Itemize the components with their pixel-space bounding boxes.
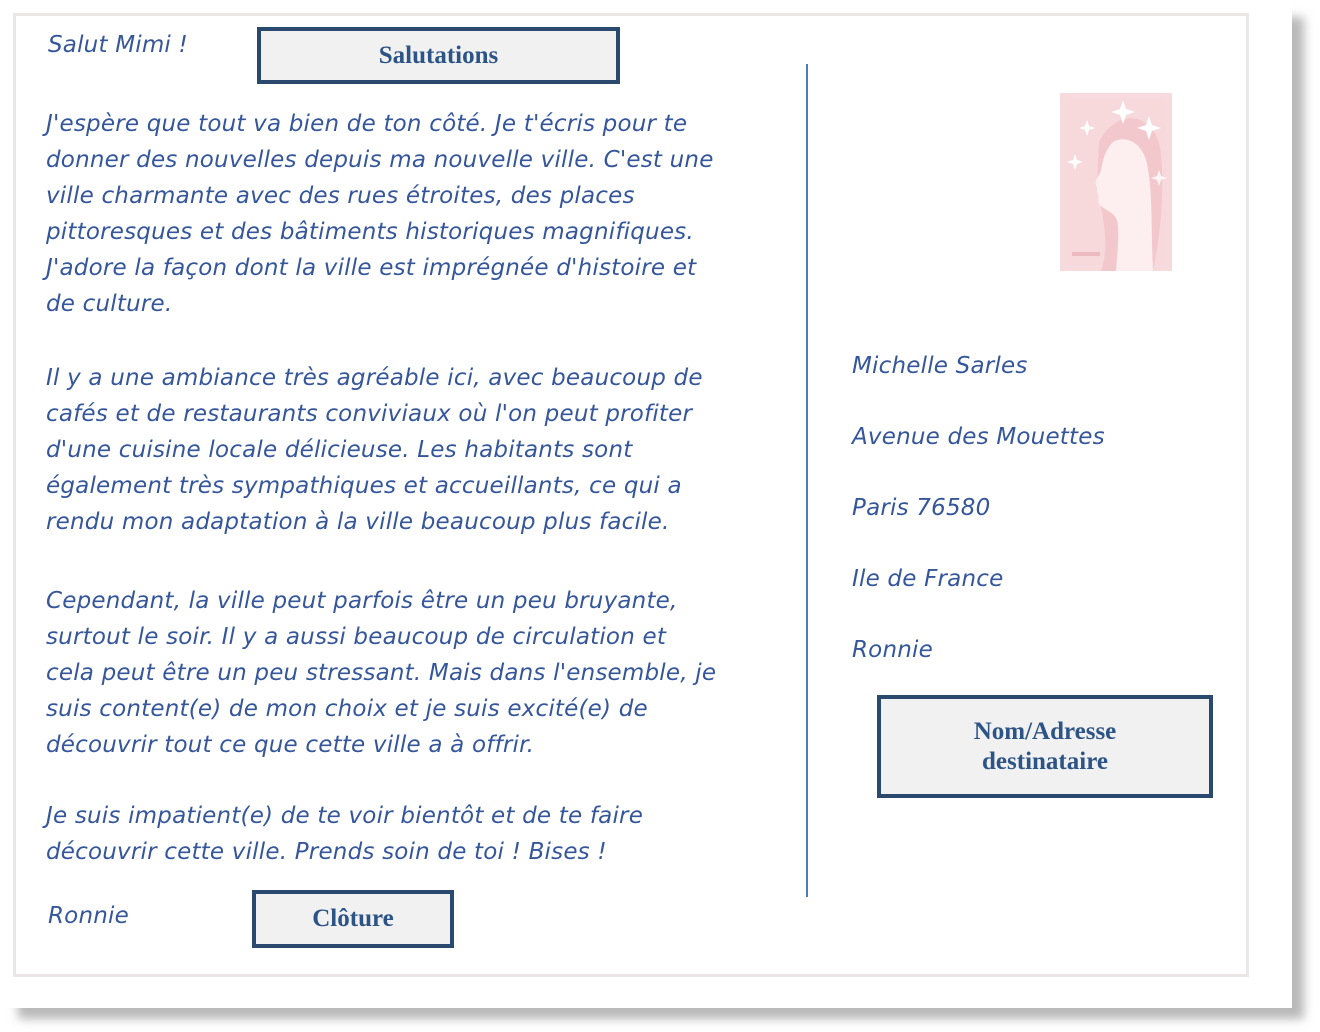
letter-line: Je suis impatient(e) de te voir bientôt et de te faire xyxy=(46,803,644,829)
letter-line: cela peut être un peu stressant. Mais dans l'ensemble, je xyxy=(46,660,717,686)
letter-line: Cependant, la ville peut parfois être un peu bruyante, xyxy=(46,588,678,614)
letter-line: Il y a une ambiance très agréable ici, avec beaucoup de xyxy=(46,365,703,391)
destinataire-label: Nom/Adresse destinataire xyxy=(973,717,1117,775)
recipient-address-block xyxy=(852,348,1105,703)
greeting-text: Salut Mimi ! xyxy=(48,32,188,58)
letter-line: suis content(e) de mon choix et je suis excité(e) de xyxy=(46,696,648,722)
letter-line: cafés et de restaurants conviviaux où l'on peut profiter xyxy=(46,401,693,427)
letter-line: également très sympathiques et accueillants, ce qui a xyxy=(46,473,682,499)
letter-line: pittoresques et des bâtiments historiques magnifiques. xyxy=(46,219,694,245)
letter-line: découvrir cette ville. Prends soin de toi ! Bises ! xyxy=(46,839,607,865)
address-line-street: Avenue des Mouettes xyxy=(852,424,1105,450)
letter-paragraph-4 xyxy=(46,798,643,870)
salutations-label-box xyxy=(257,27,620,84)
salutations-label: Salutations xyxy=(378,41,499,69)
signature-text: Ronnie xyxy=(48,903,129,929)
address-line-name: Michelle Sarles xyxy=(852,353,1028,379)
letter-line: donner des nouvelles depuis ma nouvelle ville. C'est une xyxy=(46,147,714,173)
postcard-center-divider xyxy=(806,64,808,897)
marianne-stamp-icon xyxy=(1059,92,1173,272)
cloture-label-box xyxy=(252,890,454,948)
letter-paragraph-3 xyxy=(46,583,716,763)
letter-line: de culture. xyxy=(46,291,173,317)
address-line-sender: Ronnie xyxy=(852,637,933,663)
letter-line: J'espère que tout va bien de ton côté. Je t'écris pour te xyxy=(46,111,688,137)
destinataire-label-box xyxy=(877,695,1213,798)
letter-line: rendu mon adaptation à la ville beaucoup plus facile. xyxy=(46,509,670,535)
cloture-label: Clôture xyxy=(312,905,394,932)
letter-paragraph-1 xyxy=(46,106,714,322)
letter-line: d'une cuisine locale délicieuse. Les habitants sont xyxy=(46,437,633,463)
letter-paragraph-2 xyxy=(46,360,703,540)
letter-line: découvrir tout ce que cette ville a à offrir. xyxy=(46,732,535,758)
letter-line: J'adore la façon dont la ville est imprégnée d'histoire et xyxy=(46,255,697,281)
letter-line: ville charmante avec des rues étroites, des places xyxy=(46,183,635,209)
address-line-city: Paris 76580 xyxy=(852,495,991,521)
letter-line: surtout le soir. Il y a aussi beaucoup de circulation et xyxy=(46,624,667,650)
address-line-region: Ile de France xyxy=(852,566,1004,592)
